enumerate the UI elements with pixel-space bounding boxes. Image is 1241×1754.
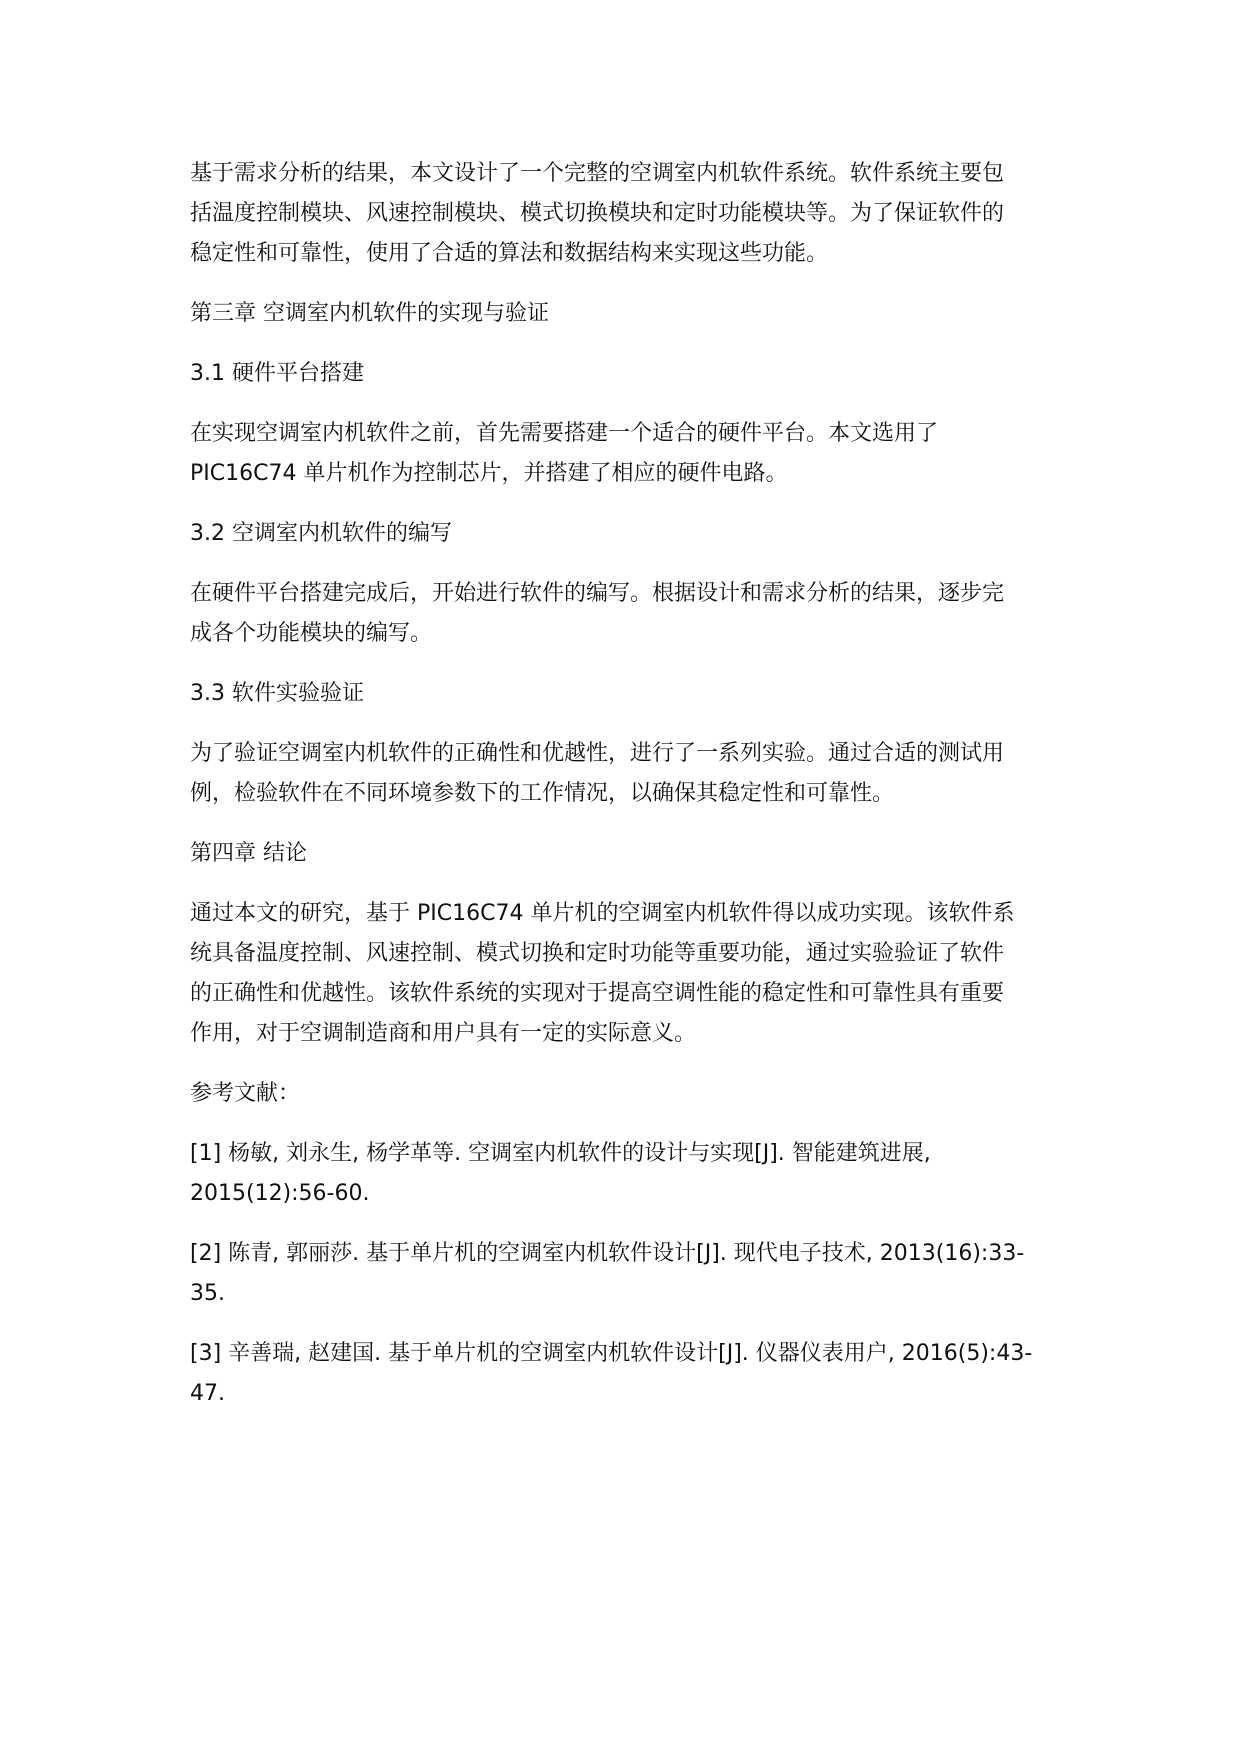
document-body — [190, 154, 1060, 1434]
paragraph-conclusion: 通过本文的研究，基于 PIC16C74 单片机的空调室内机软件得以成功实现。该软件系 统具备温度控制、风速控制、模式切换和定时功能等重要功能，通过实验验证了软件 的正确性和优越性。该软件系统的实现对于提高空调性能的稳定性和可靠性具有重要 作用，对于空调制造商和用户具有一定的实际意义。 — [190, 901, 1015, 1046]
paragraph-software-writing: 在硬件平台搭建完成后，开始进行软件的编写。根据设计和需求分析的结果，逐步完 成各个功能模块的编写。 — [190, 581, 1005, 646]
references-heading: 参考文献： — [190, 1081, 301, 1106]
section-3-1-heading: 3.1 硬件平台搭建 — [190, 361, 364, 386]
paragraph-experiment-verification: 为了验证空调室内机软件的正确性和优越性，进行了一系列实验。通过合适的测试用 例，检验软件在不同环境参数下的工作情况，以确保其稳定性和可靠性。 — [190, 741, 1005, 806]
reference-item: [1] 杨敏, 刘永生, 杨学革等. 空调室内机软件的设计与实现[J]. 智能建筑进展, 2015(12):56-60. — [190, 1141, 931, 1206]
reference-item: [2] 陈青, 郭丽莎. 基于单片机的空调室内机软件设计[J]. 现代电子技术, 2013(16):33- 35. — [190, 1241, 1025, 1306]
section-3-2-heading: 3.2 空调室内机软件的编写 — [190, 521, 452, 546]
section-3-3-heading: 3.3 软件实验验证 — [190, 681, 364, 706]
chapter-4-heading: 第四章 结论 — [190, 841, 307, 866]
chapter-3-heading: 第三章 空调室内机软件的实现与验证 — [190, 301, 549, 326]
paragraph-software-design: 基于需求分析的结果，本文设计了一个完整的空调室内机软件系统。软件系统主要包 括温度控制模块、风速控制模块、模式切换模块和定时功能模块等。为了保证软件的 稳定性和可靠性，使用了合适的算法和数据结构来实现这些功能。 — [190, 161, 1005, 266]
reference-item: [3] 辛善瑞, 赵建国. 基于单片机的空调室内机软件设计[J]. 仪器仪表用户, 2016(5):43- 47. — [190, 1341, 1033, 1406]
paragraph-hardware-platform: 在实现空调室内机软件之前，首先需要搭建一个适合的硬件平台。本文选用了 PIC16C74 单片机作为控制芯片，并搭建了相应的硬件电路。 — [190, 421, 939, 486]
